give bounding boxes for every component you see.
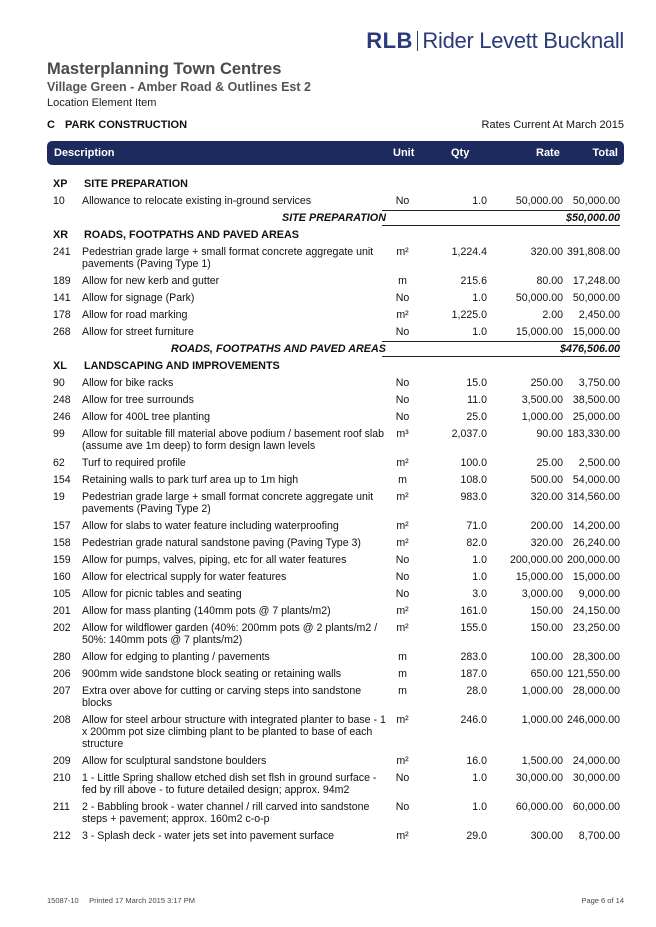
item-total: 25,000.00: [572, 411, 620, 423]
item-rate: 15,000.00: [515, 326, 563, 338]
item-code: 209: [53, 755, 71, 767]
group-code: XL: [53, 360, 67, 372]
item-qty: 246.0: [460, 714, 487, 726]
item-description: Allow for new kerb and gutter: [82, 275, 220, 287]
item-code: 10: [53, 195, 65, 207]
subtotal-label: SITE PREPARATION: [282, 212, 386, 224]
item-code: 141: [53, 292, 71, 304]
item-rate: 650.00: [530, 668, 563, 680]
item-total: 54,000.00: [572, 474, 620, 486]
item-rate: 250.00: [530, 377, 563, 389]
item-code: 105: [53, 588, 71, 600]
item-total: 15,000.00: [572, 571, 620, 583]
col-description: Description: [54, 147, 115, 159]
item-qty: 15.0: [466, 377, 487, 389]
table-row: [47, 273, 624, 290]
item-unit: No: [395, 571, 410, 583]
subtotal-amount: $50,000.00: [565, 212, 620, 224]
item-description: Retaining walls to park turf area up to 1m high: [82, 474, 299, 486]
item-code: 62: [53, 457, 65, 469]
item-description: Allow for edging to planting / pavements: [82, 651, 270, 663]
item-unit: m: [398, 668, 407, 680]
item-code: 201: [53, 605, 71, 617]
group-header: [47, 226, 624, 244]
col-qty: Qty: [451, 147, 470, 159]
item-description: Allow for mass planting (140mm pots @ 7 plants/m2): [82, 605, 331, 617]
item-qty: 2,037.0: [451, 428, 487, 440]
item-unit: m²: [396, 622, 409, 634]
item-unit: m³: [396, 428, 409, 440]
item-description: Allow for street furniture: [82, 326, 194, 338]
item-qty: 155.0: [460, 622, 487, 634]
item-description: Pedestrian grade large + small format concrete aggregate unit pavements (Paving Type 2): [82, 491, 374, 515]
item-description: Allow for suitable fill material above podium / basement roof slab (assume ave 1m deep) to form design lawn levels: [82, 428, 385, 452]
table-row: [47, 409, 624, 426]
table-row: [47, 603, 624, 620]
item-total: 28,300.00: [572, 651, 620, 663]
item-code: 189: [53, 275, 71, 287]
item-qty: 28.0: [466, 685, 487, 697]
group-code: XR: [53, 229, 68, 241]
item-unit: m²: [396, 491, 409, 503]
item-unit: No: [395, 195, 410, 207]
item-description: Allow for sculptural sandstone boulders: [82, 755, 267, 767]
item-total: 3,750.00: [578, 377, 620, 389]
item-total: 60,000.00: [572, 801, 620, 813]
logo-separator: [417, 31, 419, 51]
item-code: 207: [53, 685, 71, 697]
item-code: 19: [53, 491, 65, 503]
item-code: 210: [53, 772, 71, 784]
item-unit: No: [395, 292, 410, 304]
item-code: 241: [53, 246, 71, 258]
col-total: Total: [592, 147, 618, 159]
subtotal-amount: $476,506.00: [559, 343, 620, 355]
item-unit: m²: [396, 309, 409, 321]
subtotal-rule-top: [382, 210, 620, 211]
item-rate: 50,000.00: [515, 195, 563, 207]
item-total: 28,000.00: [572, 685, 620, 697]
item-qty: 1.0: [472, 571, 487, 583]
report-sort-label: Location Element Item: [47, 97, 157, 109]
item-code: 268: [53, 326, 71, 338]
item-unit: No: [395, 411, 410, 423]
table-row: [47, 535, 624, 552]
item-rate: 60,000.00: [515, 801, 563, 813]
item-description: Allow for electrical supply for water features: [82, 571, 287, 583]
table-row: [47, 649, 624, 666]
col-rate: Rate: [536, 147, 560, 159]
section-name: PARK CONSTRUCTION: [65, 119, 188, 131]
table-row: [47, 799, 624, 828]
item-unit: m: [398, 275, 407, 287]
table-row: [47, 455, 624, 472]
table-row: [47, 489, 624, 518]
logo-short: RLB: [366, 28, 413, 53]
item-description: Allow for 400L tree planting: [82, 411, 210, 423]
item-qty: 215.6: [460, 275, 487, 287]
item-code: 246: [53, 411, 71, 423]
item-description: 900mm wide sandstone block seating or retaining walls: [82, 668, 342, 680]
item-description: 2 - Babbling brook - water channel / rill carved into sandstone steps + pavement; approx. 160m2 c-o-p: [82, 801, 370, 825]
table-body: [47, 175, 624, 845]
item-total: 246,000.00: [566, 714, 620, 726]
item-description: Turf to required profile: [82, 457, 186, 469]
item-rate: 80.00: [536, 275, 563, 287]
item-qty: 82.0: [466, 537, 487, 549]
item-description: Allow for signage (Park): [82, 292, 195, 304]
footer-page-number: Page 6 of 14: [581, 896, 624, 905]
item-rate: 3,000.00: [521, 588, 563, 600]
item-total: 314,560.00: [566, 491, 620, 503]
item-qty: 1.0: [472, 292, 487, 304]
item-unit: No: [395, 326, 410, 338]
item-rate: 100.00: [530, 651, 563, 663]
item-rate: 90.00: [536, 428, 563, 440]
item-code: 90: [53, 377, 65, 389]
item-total: 200,000.00: [566, 554, 620, 566]
item-rate: 3,500.00: [521, 394, 563, 406]
item-unit: No: [395, 394, 410, 406]
item-total: 23,250.00: [572, 622, 620, 634]
item-qty: 187.0: [460, 668, 487, 680]
item-description: Allow for picnic tables and seating: [82, 588, 242, 600]
item-rate: 150.00: [530, 605, 563, 617]
item-qty: 1,224.4: [451, 246, 487, 258]
item-total: 8,700.00: [578, 830, 620, 842]
table-row: [47, 683, 624, 712]
item-description: Allowance to relocate existing in-ground services: [82, 195, 312, 207]
item-rate: 1,500.00: [521, 755, 563, 767]
table-row: [47, 552, 624, 569]
item-rate: 1,000.00: [521, 411, 563, 423]
item-qty: 983.0: [460, 491, 487, 503]
item-unit: m²: [396, 537, 409, 549]
item-qty: 161.0: [460, 605, 487, 617]
item-unit: No: [395, 801, 410, 813]
item-description: Allow for slabs to water feature including waterproofing: [82, 520, 339, 532]
section-heading: [47, 119, 187, 131]
report-title: Masterplanning Town Centres: [47, 60, 282, 78]
item-qty: 100.0: [460, 457, 487, 469]
item-code: 248: [53, 394, 71, 406]
group-header: [47, 175, 624, 193]
subtotal-rule-top: [382, 341, 620, 342]
table-row: [47, 620, 624, 649]
item-description: Allow for steel arbour structure with integrated planter to base - 1 x 200mm pot size climbing plant to be planted to base of each structure: [82, 714, 386, 750]
table-row: [47, 375, 624, 392]
item-qty: 16.0: [466, 755, 487, 767]
item-description: Allow for bike racks: [82, 377, 174, 389]
section-code: C: [47, 119, 55, 131]
item-code: 160: [53, 571, 71, 583]
item-rate: 2.00: [542, 309, 563, 321]
item-total: 183,330.00: [566, 428, 620, 440]
item-total: 2,450.00: [578, 309, 620, 321]
item-description: Extra over above for cutting or carving steps into sandstone blocks: [82, 685, 362, 709]
item-description: Allow for tree surrounds: [82, 394, 194, 406]
item-total: 15,000.00: [572, 326, 620, 338]
table-row: [47, 290, 624, 307]
item-rate: 25.00: [536, 457, 563, 469]
item-unit: m²: [396, 605, 409, 617]
table-row: [47, 712, 624, 753]
item-description: Pedestrian grade natural sandstone paving (Paving Type 3): [82, 537, 361, 549]
item-qty: 11.0: [467, 394, 487, 406]
item-code: 158: [53, 537, 71, 549]
item-total: 26,240.00: [572, 537, 620, 549]
report-subtitle: Village Green - Amber Road & Outlines Est 2: [47, 80, 311, 94]
item-qty: 1.0: [472, 326, 487, 338]
item-qty: 108.0: [460, 474, 487, 486]
item-rate: 320.00: [530, 491, 563, 503]
item-total: 391,808.00: [566, 246, 620, 258]
table-row: [47, 753, 624, 770]
table-row: [47, 828, 624, 845]
item-qty: 283.0: [460, 651, 487, 663]
item-total: 50,000.00: [572, 195, 620, 207]
company-logo: [366, 28, 624, 54]
item-qty: 71.0: [466, 520, 487, 532]
item-code: 154: [53, 474, 71, 486]
item-description: Allow for wildflower garden (40%: 200mm pots @ 2 plants/m2 / 50%: 140mm pots @ 7 plants/m2): [82, 622, 378, 646]
group-name: SITE PREPARATION: [84, 178, 188, 190]
item-description: 1 - Little Spring shallow etched dish set flsh in ground surface - fed by rill above - to future detailed design; approx. 94m2: [82, 772, 377, 796]
item-total: 24,150.00: [572, 605, 620, 617]
subtotal-label: ROADS, FOOTPATHS AND PAVED AREAS: [171, 343, 386, 355]
item-rate: 320.00: [530, 246, 563, 258]
item-unit: No: [395, 588, 410, 600]
group-header: [47, 357, 624, 375]
item-total: 30,000.00: [572, 772, 620, 784]
item-unit: No: [395, 772, 410, 784]
item-total: 50,000.00: [572, 292, 620, 304]
item-qty: 1.0: [472, 772, 487, 784]
item-unit: m: [398, 685, 407, 697]
item-code: 157: [53, 520, 71, 532]
col-unit: Unit: [393, 147, 415, 159]
item-rate: 200.00: [530, 520, 563, 532]
item-total: 9,000.00: [578, 588, 620, 600]
item-unit: No: [395, 377, 410, 389]
group-name: ROADS, FOOTPATHS AND PAVED AREAS: [84, 229, 299, 241]
table-row: [47, 569, 624, 586]
item-code: 99: [53, 428, 65, 440]
item-code: 208: [53, 714, 71, 726]
item-rate: 15,000.00: [515, 571, 563, 583]
table-row: [47, 586, 624, 603]
item-code: 178: [53, 309, 71, 321]
item-qty: 1.0: [472, 554, 487, 566]
item-qty: 29.0: [466, 830, 487, 842]
item-code: 212: [53, 830, 71, 842]
item-code: 280: [53, 651, 71, 663]
item-total: 38,500.00: [572, 394, 620, 406]
table-row: [47, 426, 624, 455]
table-row: [47, 518, 624, 535]
item-description: 3 - Splash deck - water jets set into pavement surface: [82, 830, 335, 842]
item-rate: 1,000.00: [521, 685, 563, 697]
item-unit: m: [398, 651, 407, 663]
item-unit: m: [398, 474, 407, 486]
item-total: 17,248.00: [572, 275, 620, 287]
item-rate: 1,000.00: [521, 714, 563, 726]
item-rate: 150.00: [530, 622, 563, 634]
table-row: [47, 392, 624, 409]
item-rate: 320.00: [530, 537, 563, 549]
item-unit: m²: [396, 714, 409, 726]
group-subtotal: [47, 210, 624, 226]
table-row: [47, 244, 624, 273]
item-qty: 1,225.0: [451, 309, 487, 321]
item-rate: 200,000.00: [509, 554, 563, 566]
table-row: [47, 472, 624, 489]
item-qty: 1.0: [472, 801, 487, 813]
item-qty: 1.0: [472, 195, 487, 207]
item-unit: m²: [396, 246, 409, 258]
item-unit: m²: [396, 520, 409, 532]
item-code: 206: [53, 668, 71, 680]
item-qty: 25.0: [466, 411, 487, 423]
table-row: [47, 307, 624, 324]
item-code: 211: [53, 801, 70, 813]
item-unit: m²: [396, 457, 409, 469]
logo-full: Rider Levett Bucknall: [422, 28, 624, 53]
item-rate: 300.00: [530, 830, 563, 842]
item-total: 24,000.00: [572, 755, 620, 767]
item-total: 121,550.00: [566, 668, 620, 680]
item-description: Allow for road marking: [82, 309, 188, 321]
item-rate: 30,000.00: [515, 772, 563, 784]
item-description: Allow for pumps, valves, piping, etc for all water features: [82, 554, 347, 566]
group-name: LANDSCAPING AND IMPROVEMENTS: [84, 360, 280, 372]
table-row: [47, 324, 624, 341]
item-description: Pedestrian grade large + small format concrete aggregate unit pavements (Paving Type 1): [82, 246, 374, 270]
item-unit: m²: [396, 830, 409, 842]
item-qty: 3.0: [472, 588, 487, 600]
table-row: [47, 770, 624, 799]
item-unit: No: [395, 554, 410, 566]
table-row: [47, 193, 624, 210]
item-unit: m²: [396, 755, 409, 767]
table-header: [47, 141, 624, 165]
item-total: 2,500.00: [578, 457, 620, 469]
item-code: 159: [53, 554, 71, 566]
item-code: 202: [53, 622, 71, 634]
item-rate: 50,000.00: [515, 292, 563, 304]
table-row: [47, 666, 624, 683]
group-code: XP: [53, 178, 68, 190]
item-total: 14,200.00: [572, 520, 620, 532]
footer-print-info: 15087-10 Printed 17 March 2015 3:17 PM: [47, 896, 196, 905]
group-subtotal: [47, 341, 624, 357]
item-rate: 500.00: [530, 474, 563, 486]
rates-current-label: Rates Current At March 2015: [481, 119, 624, 131]
